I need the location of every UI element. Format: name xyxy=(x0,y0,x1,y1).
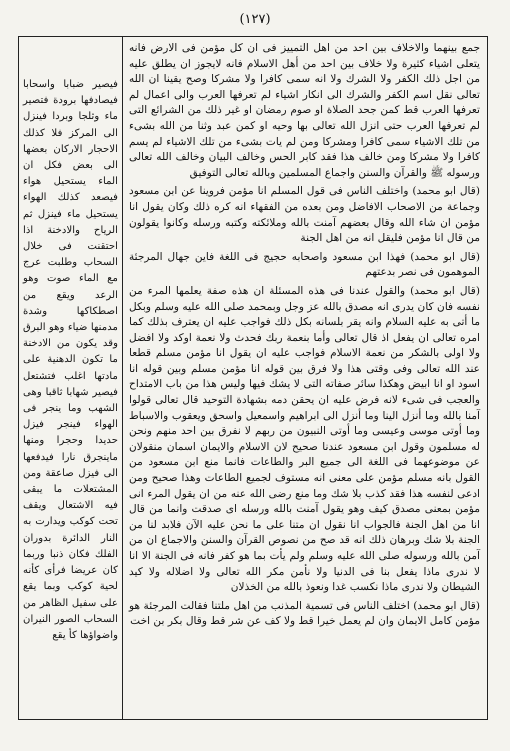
page-frame xyxy=(18,36,488,720)
paragraph: (قال ابو محمد) والقول عندنا فى هذه المسئلة ان هذه صفة يعلمها المرء من نفسه فان كان يدرى انه مصدق بالله عز وجل وبمحمد صلى الله عليه وسلم وبكل ما أتى به عليه السلام وانه يقر بلسانه بكل ذلك فواجب عليه ان يعترف بذلك كما امره تعالى ان يفعل اذ قال تعالى وأما بنعمة ربك فحدث ولا نعمة اوكد ولا افضل ولا اولى بالشكر من نعمة الاسلام فواجب عليه ان يقول انا مؤمن مسلم قطعا عند الله تعالى وفى وقتى هذا ولا فرق بين قوله انا مؤمن مسلم وبين قوله انا اسود او انا ابيض وهكذا سائر صفاته التى لا يشك فيها وليس هذا من باب الامتداح والعجب فى شىء لانه فرض عليه ان يحقن دمه بشهادة التوحيد قال تعالى قولوا آمنا بالله وما أنزل الينا وما أنزل الى ابراهيم واسمعيل واسحق ويعقوب والاسباط وما أوتى موسى وعيسى وما أوتى النبيون من ربهم لا نفرق بين احد منهم ونحن له مسلمون وقول ابن مسعود عندنا صحيح لان الاسلام والايمان اسمان منقولان عن موضوعهما فى اللغة الى جميع البر والطاعات فانما منع ابن مسعود من القول بانه مسلم مؤمن على معنى انه مستوف لجميع الطاعات وهذا صحيح ومن ادعى لنفسه هذا فقد كذب بلا شك وما منع رضى الله عنه من ان يقول المرء انى مؤمن بمعنى مصدق كيف وهو يقول آمنت بالله ورسله اى صدقت وانما من قال انا من اهل الجنة فالجواب انا نقول ان متنا على ما نحن عليه الآن فلابد لنا من الجنة بلا شك وبرهان ذلك انه قد صح من نصوص القرآن والسنن والاجماع ان من آمن بالله ورسوله صلى الله عليه وسلم ولم يأت بما هو كفر فانه فى الجنة الا انا لا ندرى ماذا يفعل بنا فى الدنيا ولا نأمن مكر الله تعالى ولا اضلاله ولا كيد الشيطان ولا ندرى ماذا نكسب غدا ونعوذ بالله من الخذلان xyxy=(129,284,480,594)
margin-commentary xyxy=(19,37,123,719)
paragraph: (قال ابو محمد) فهذا ابن مسعود واصحابه حجيج فى اللغة فاين جهال المرجئة الموهمون فى نصر بدعتهم xyxy=(129,250,480,279)
paragraph: (قال ابو محمد) واختلف الناس فى قول المسلم انا مؤمن فروينا عن ابن مسعود وجماعة من الاصحاب الافاضل ومن بعده من الفقهاء انه كره ذلك وكان يقول انا مؤمن ان شاء الله وقال بعضهم آمنت بالله وملائكته وكتبه ورسله وكانوا يقولون من قال انا مؤمن فليقل انه من اهل الجنة xyxy=(129,185,480,245)
main-text xyxy=(123,37,486,719)
margin-note: فيصير ضبابا واسحابا فيصادفها برودة فتصير ماء وثلجا وبردا فينزل الى المركز فلا كذلك الاحجار الاركان بعضها الى بعض فكل ان الماء يستحيل هواء فيصعد كذلك الهواء يستحيل ماء فينزل ثم الرياح والادخنة اذا احتقنت فى خلال السحاب وطلبت عرج مع الماء صوت وهو الرعد ويقع من اصطكاكها وشدة مدمنها ضياء وهو البرق وقد يكون من الادخنة ما تكون الدهنية على مادتها اغلب فتشتعل فيصير شهابا ثاقبا وهى الشهب وما ينجر فى الهواء فينجر فيزل حديدا وحجرا ومنها ماينجرق نارا فيدفعها الى فيزل صاعقة ومن المشتعلات ما يبقى فيه الاشتعال ويقف تحت كوكب ويدارت به النار الدائرة بدوران الفلك فكان ذنبا وربما كان عريضا فرأى كأنه لحية كوكب وبما يقع على سفيل الظاهر من السحاب الصور النيران واضواؤها كأ يقع xyxy=(23,79,118,641)
paragraph: جمع بينهما والاخلاف بين احد من اهل التمييز فى ان كل مؤمن فى الارض فانه يتعلى اشياء كثيرة ولا خلاف بين احد من أهل الاسلام فانه لايجوز ان يطلق عليه من اجل ذلك الكفر ولا الشرك ولا انه سمى كافرا ولا مشركا وصح يقينا ان الله تعالى نقل اسم الكفر والشرك الى انكار اشياء لم تعرفها العرب والى اعمال لم تعرفها العرب قط كمن جحد الصلاة او صوم رمضان او غير ذلك من الشرائع التى لم تعرفها العرب حتى انزل الله تعالى بها وحيه او كمن عبد وثنا من الله بشىء من تلك الاشياء سمى كافرا ومشركا ومن لم يات بشىء من تلك الاشياء لم يسم كافرا ولا مشركا ومن خالف هذا فقد كابر الحس وخالف البيان وخالف الله تعالى ورسوله ﷺ والقرآن والسنن واجماع المسلمين وبالله تعالى التوفيق xyxy=(129,42,480,179)
paragraph: (قال ابو محمد) اختلف الناس فى تسمية المذنب من اهل ملتنا فقالت المرجئة هو مؤمن كامل الايمان وان لم يعمل خيرا قط ولا كف عن شر قط وقال بكر بن اخت xyxy=(129,599,480,628)
page-number: (١٢٧) xyxy=(239,12,271,27)
